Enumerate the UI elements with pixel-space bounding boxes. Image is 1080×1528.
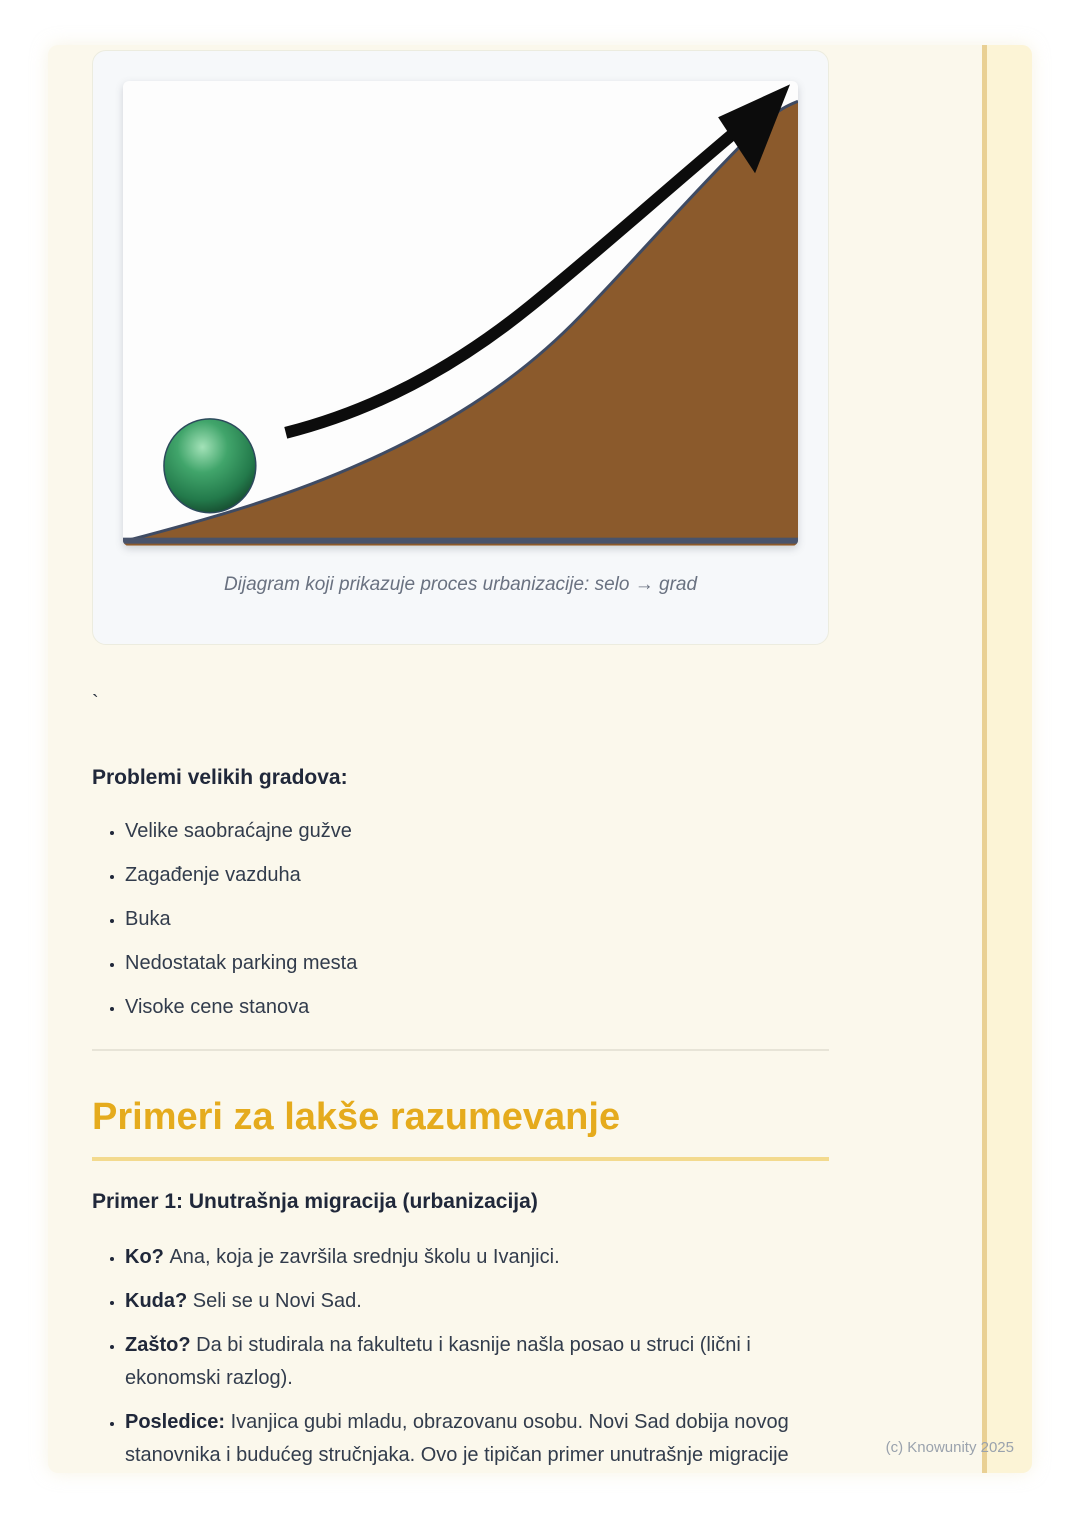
list-item: • Nedostatak parking mesta	[125, 947, 829, 979]
item-text: Ana, koja je završila srednju školu u Ivanjici.	[169, 1246, 560, 1268]
item-label: Kuda?	[125, 1290, 193, 1312]
figure-card	[92, 50, 829, 645]
green-ball	[164, 419, 256, 513]
item-text: Seli se u Novi Sad.	[192, 1290, 362, 1312]
document-page	[48, 45, 1032, 1473]
problems-heading: Problemi velikih gradova:	[92, 766, 348, 789]
urbanization-illustration	[123, 81, 798, 546]
item-label: Zašto?	[125, 1334, 197, 1356]
list-item: • Zagađenje vazduha	[125, 859, 829, 891]
ground-baseline	[123, 538, 798, 544]
watermark: (c) Knowunity 2025	[885, 1439, 1014, 1456]
example1-heading: Primer 1: Unutrašnja migracija (urbanizacija)	[92, 1190, 538, 1213]
item-label: Ko?	[125, 1246, 170, 1268]
list-item	[125, 1329, 829, 1395]
item-text: Ivanjica gubi mladu, obrazovanu osobu. Novi Sad dobija novog stanovnika i budućeg stručnjaka. Ovo je tipičan primer unutrašnje migracije	[125, 1411, 789, 1466]
figure-caption: Dijagram koji prikazuje proces urbanizacije: selo → grad	[223, 574, 698, 595]
item-text: Da bi studirala na fakultetu i kasnije našla posao u struci (lični i ekonomski razlog).	[125, 1334, 751, 1389]
list-item: • Visoke cene stanova	[125, 991, 829, 1023]
section-title: Primeri za lakše razumevanje	[92, 1091, 829, 1161]
stray-backtick-text: `	[92, 692, 99, 714]
document-content	[92, 45, 829, 1472]
list-item: • Velike saobraćajne gužve	[125, 815, 829, 847]
list-item	[125, 1285, 829, 1318]
example1-list	[92, 1241, 829, 1472]
list-item	[125, 1241, 829, 1274]
list-item: • Buka	[125, 903, 829, 935]
list-item	[125, 1406, 829, 1472]
item-label: Posledice:	[125, 1411, 231, 1433]
section-divider	[92, 1049, 829, 1051]
notebook-margin-ruler	[982, 45, 1032, 1473]
problems-list	[92, 815, 829, 1023]
ball-uphill-diagram	[123, 81, 798, 546]
